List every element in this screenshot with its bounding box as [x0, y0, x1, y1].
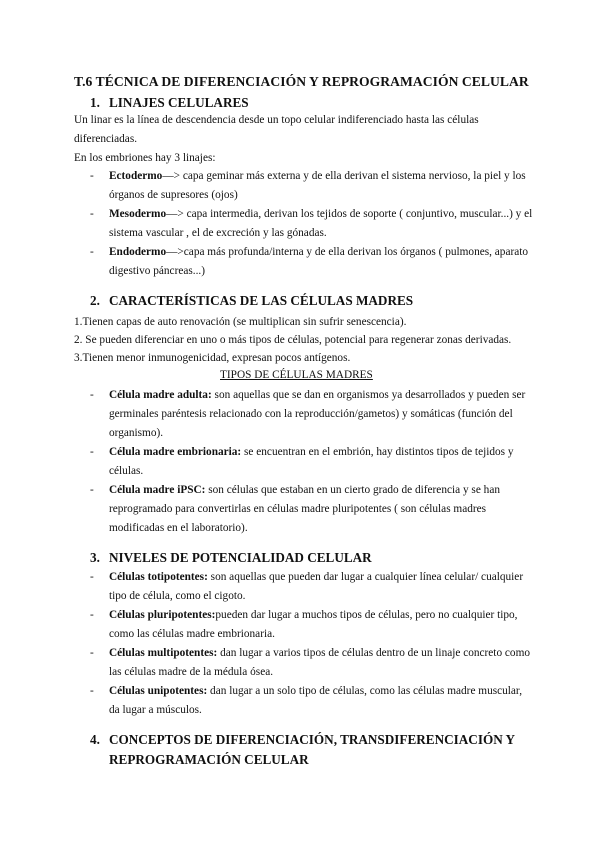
list-dash: -: [90, 647, 94, 659]
list-item-text: —>capa más profunda/interna y de ella derivan los órganos ( pulmones, aparato digestivo páncreas...): [109, 246, 529, 277]
section-2-heading: [90, 293, 413, 309]
list-item-text: son aquellas que se dan en organismos ya desarrollados y pueden ser germinales paréntesis relacionado con la reproducción/gametos) y somáticas (función del organismo).: [109, 389, 526, 439]
document-title: T.6 TÉCNICA DE DIFERENCIACIÓN Y REPROGRAMACIÓN CELULAR: [74, 74, 529, 89]
section-2-line-1: 1.Tienen capas de auto renovación (se multiplican sin sufrir senescencia).: [74, 316, 407, 328]
section-4-heading: [90, 732, 515, 748]
list-item-text: —> capa intermedia, derivan los tejidos de soporte ( conjuntivo, muscular...) y el sistema vascular , el de excreción y las gónadas.: [109, 208, 533, 239]
section-2-title: CARACTERÍSTICAS DE LAS CÉLULAS MADRES: [109, 293, 414, 308]
list-item-term: Ectodermo: [109, 170, 163, 182]
list-dash: -: [90, 389, 94, 401]
list-item-term: Células unipotentes:: [109, 685, 208, 697]
section-1-heading: [90, 95, 249, 111]
list-item-text: dan lugar a varios tipos de células dentro de un linaje concreto como las células madre de la médula ósea.: [109, 647, 531, 678]
list-item: [74, 386, 534, 443]
list-item-text: pueden dar lugar a muchos tipos de células, pero no cualquier tipo, como las células madre embrionaria.: [109, 609, 518, 640]
section-2-line-2: 2. Se pueden diferenciar en uno o más tipos de células, potencial para regenerar zonas derivadas.: [74, 334, 512, 346]
section-1-paragraph-2: En los embriones hay 3 linajes:: [74, 152, 216, 164]
list-dash: -: [90, 685, 94, 697]
list-item: [74, 443, 534, 481]
section-3-title: NIVELES DE POTENCIALIDAD CELULAR: [109, 550, 372, 565]
list-item: [74, 644, 534, 682]
list-item-text: —> capa geminar más externa y de ella derivan el sistema nervioso, la piel y los órganos de supresores (ojos): [109, 170, 526, 201]
stem-cell-types-list: [74, 386, 534, 538]
list-item-term: Mesodermo: [109, 208, 167, 220]
section-1-paragraph-1: Un linar es la línea de descendencia desde un topo celular indiferenciado hasta las células diferenciadas.: [74, 114, 479, 145]
list-item-term: Células pluripotentes:: [109, 609, 216, 621]
list-item: [74, 682, 534, 720]
list-dash: -: [90, 446, 94, 458]
list-item: [74, 167, 534, 205]
section-4-title-line-2: REPROGRAMACIÓN CELULAR: [109, 752, 309, 767]
list-dash: -: [90, 609, 94, 621]
list-item: [74, 205, 534, 243]
list-dash: -: [90, 208, 94, 220]
list-item-term: Células totipotentes:: [109, 571, 208, 583]
list-item-term: Célula madre adulta:: [109, 389, 212, 401]
list-item-term: Células multipotentes:: [109, 647, 218, 659]
section-3-number: 3.: [90, 550, 100, 565]
list-item-term: Célula madre embrionaria:: [109, 446, 242, 458]
list-item: [74, 243, 534, 281]
section-4-title-line-1: CONCEPTOS DE DIFERENCIACIÓN, TRANSDIFERENCIACIÓN Y: [109, 732, 516, 747]
list-item: [74, 568, 534, 606]
list-item-text: son aquellas que pueden dar lugar a cualquier línea celular/ cualquier tipo de célula, como el cigoto.: [109, 571, 524, 602]
section-4-number: 4.: [90, 732, 100, 747]
list-dash: -: [90, 246, 94, 258]
section-2-number: 2.: [90, 293, 100, 308]
potency-levels-list: [74, 568, 534, 720]
list-item-term: Endodermo: [109, 246, 167, 258]
list-item-term: Célula madre iPSC:: [109, 484, 206, 496]
list-item: [74, 481, 534, 538]
list-item-text: son células que estaban en un cierto grado de diferencia y se han reprogramado para convertirlas en células madre pluripotentes ( son células madres modificadas en el laboratorio).: [109, 484, 500, 534]
section-3-heading: [90, 550, 372, 566]
list-dash: -: [90, 170, 94, 182]
list-item: [74, 606, 534, 644]
germ-layers-list: [74, 167, 534, 281]
section-1-number: 1.: [90, 95, 100, 110]
section-1-title: LINAJES CELULARES: [109, 95, 249, 110]
list-dash: -: [90, 484, 94, 496]
section-2-line-3: 3.Tienen menor inmunogenicidad, expresan pocos antígenos.: [74, 352, 351, 364]
list-item-text: dan lugar a un solo tipo de células, como las células madre muscular, da lugar a músculos.: [109, 685, 523, 716]
list-dash: -: [90, 571, 94, 583]
stem-cell-types-subheading: TIPOS DE CÉLULAS MADRES: [220, 369, 373, 381]
list-item-text: se encuentran en el embrión, hay distintos tipos de tejidos y células.: [109, 446, 514, 477]
